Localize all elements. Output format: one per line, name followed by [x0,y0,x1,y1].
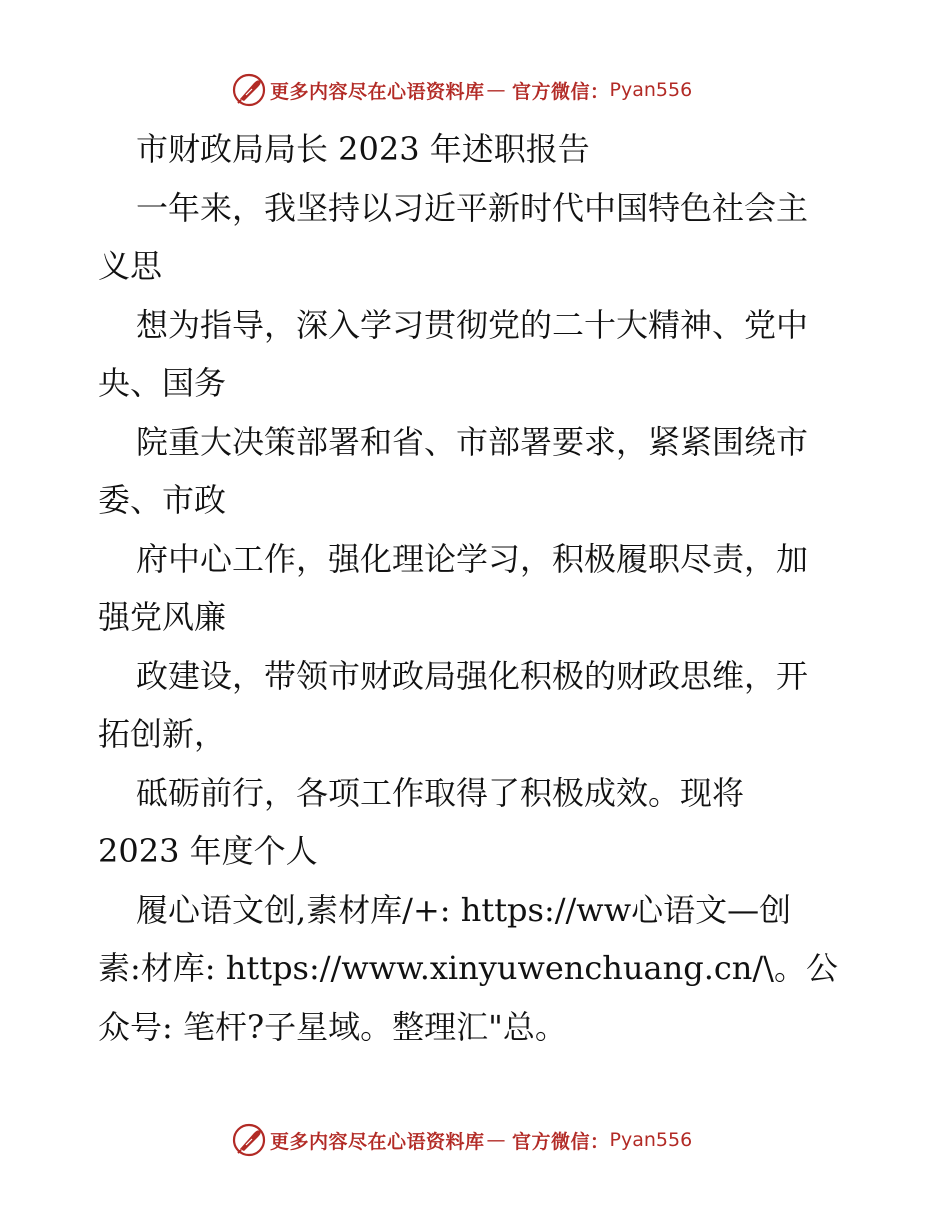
text-line: 一年来，我坚持以习近平新时代中国特色社会主 [136,188,809,227]
text-line: 履心语文创,素材库/+: https://ww心语文—创 [136,890,792,929]
banner-contact-label: 官方微信： [512,80,610,103]
document-title: 市财政局局长 2023 年述职报告 [136,130,590,168]
quill-pen-logo-icon [232,1123,266,1157]
banner-separator: — [486,79,507,101]
text-line: 义思 [98,247,163,285]
header-banner [232,70,752,110]
banner-brand-text: 更多内容尽在心语资料库 [270,1130,485,1153]
text-line: 央、国务 [98,364,227,402]
text-line: 砥砺前行，各项工作取得了积极成效。现将 [136,773,745,812]
text-line: 众号: 笔杆?子星域。整理汇"总。 [98,1007,567,1046]
text-line: 素:材库: https://www.xinyuwenchuang.cn/\。公 [98,949,838,987]
text-line: 想为指导，深入学习贯彻党的二十大精神、党中 [136,305,809,344]
banner-contact-id: Pyan556 [609,79,693,101]
text-line: 委、市政 [98,481,227,519]
text-line: 强党风廉 [98,598,227,636]
footer-banner [232,1120,752,1160]
banner-separator: — [486,1129,507,1151]
quill-pen-logo-icon [232,73,266,107]
text-line: 府中心工作，强化理论学习，积极履职尽责，加 [136,539,809,578]
text-line: 政建设，带领市财政局强化积极的财政思维，开 [136,656,809,695]
banner-contact-label: 官方微信： [512,1130,610,1153]
document-body [98,120,858,1056]
text-line: 2023 年度个人 [98,832,318,870]
text-line: 拓创新， [98,715,227,753]
banner-brand-text: 更多内容尽在心语资料库 [270,80,485,103]
banner-contact-id: Pyan556 [609,1129,693,1151]
text-line: 院重大决策部署和省、市部署要求，紧紧围绕市 [136,422,809,461]
